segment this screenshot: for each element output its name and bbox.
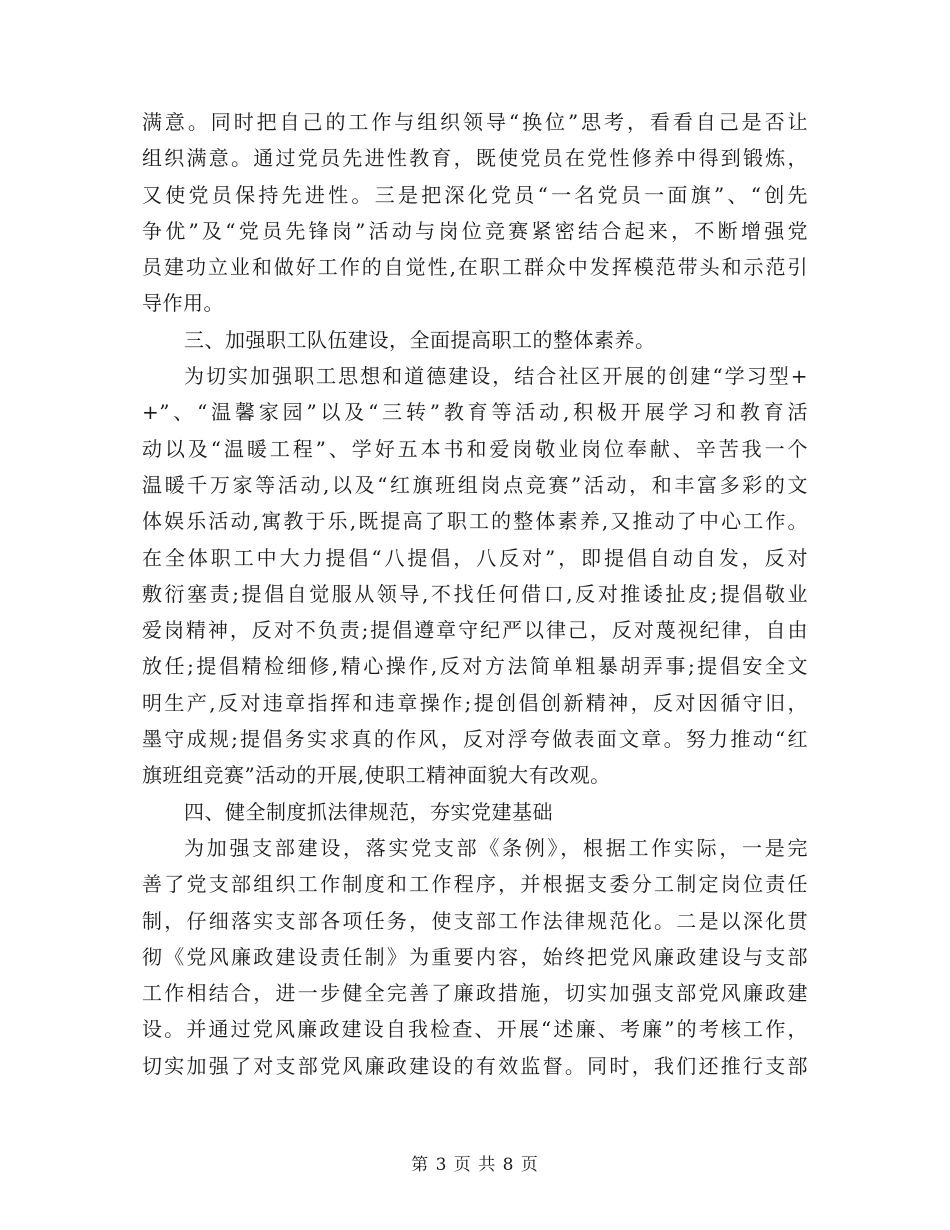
text-line: 温暖千万家等活动,以及“红旗班组岗点竞赛”活动，和丰富多彩的文: [142, 472, 808, 497]
text-line: +”、“温馨家园”以及“三转”教育等活动,积极开展学习和教育活: [142, 400, 808, 425]
body-text: [142, 104, 808, 1084]
text-line: 敷衍塞责;提倡自觉服从领导,不找任何借口,反对推诿扯皮;提倡敬业: [142, 581, 808, 606]
text-line: 争优”及“党员先锋岗”活动与岗位竞赛紧密结合起来，不断增强党: [142, 218, 808, 243]
text-line: 导作用。: [142, 291, 224, 316]
text-line: 设。并通过党风廉政建设自我检查、开展“述廉、考廉”的考核工作，: [142, 1017, 808, 1042]
text-line: 明生产,反对违章指挥和违章操作;提创倡创新精神，反对因循守旧，: [142, 690, 808, 715]
text-line: 切实加强了对支部党风廉政建设的有效监督。同时，我们还推行支部: [142, 1053, 808, 1078]
text-line: 工作相结合，进一步健全完善了廉政措施，切实加强支部党风廉政建: [142, 981, 808, 1006]
text-line: 墨守成规;提倡务实求真的作风，反对浮夸做表面文章。努力推动“红: [142, 727, 808, 752]
text-line: 组织满意。通过党员先进性教育，既使党员在党性修养中得到锻炼，: [142, 146, 808, 171]
text-line: 旗班组竞赛”活动的开展,使职工精神面貌大有改观。: [142, 763, 611, 788]
section-heading: 三、加强职工队伍建设，全面提高职工的整体素养。: [184, 327, 656, 352]
page-number-footer: 第 3 页 共 8 页: [411, 1155, 539, 1175]
text-line: 动以及“温暖工程”、学好五本书和爱岗敬业岗位奉献、辛苦我一个: [142, 436, 808, 461]
text-line: 体娱乐活动,寓教于乐,既提高了职工的整体素养,又推动了中心工作。: [142, 509, 808, 534]
text-line: 爱岗精神，反对不负责;提倡遵章守纪严以律己，反对蔑视纪律，自由: [142, 618, 808, 643]
text-line: 满意。同时把自己的工作与组织领导“换位”思考，看看自己是否让: [142, 110, 808, 134]
section-heading: 四、健全制度抓法律规范，夯实党建基础: [184, 799, 553, 824]
text-line: 制，仔细落实支部各项任务，使支部工作法律规范化。二是以深化贯: [142, 908, 808, 933]
text-line: 为加强支部建设，落实党支部《条例》，根据工作实际，一是完: [184, 835, 808, 860]
text-line: 为切实加强职工思想和道德建设，结合社区开展的创建“学习型+: [184, 364, 808, 389]
text-line: 放任;提倡精检细修,精心操作,反对方法简单粗暴胡弄事;提倡安全文: [142, 654, 808, 679]
text-line: 善了党支部组织工作制度和工作程序，并根据支委分工制定岗位责任: [142, 872, 808, 897]
text-line: 又使党员保持先进性。三是把深化党员“一名党员一面旗”、“创先: [142, 182, 808, 207]
text-line: 彻《党风廉政建设责任制》为重要内容，始终把党风廉政建设与支部: [142, 944, 808, 969]
text-line: 在全体职工中大力提倡“八提倡，八反对”，即提倡自动自发，反对: [142, 545, 808, 570]
text-line: 员建功立业和做好工作的自觉性,在职工群众中发挥模范带头和示范引: [142, 255, 808, 280]
